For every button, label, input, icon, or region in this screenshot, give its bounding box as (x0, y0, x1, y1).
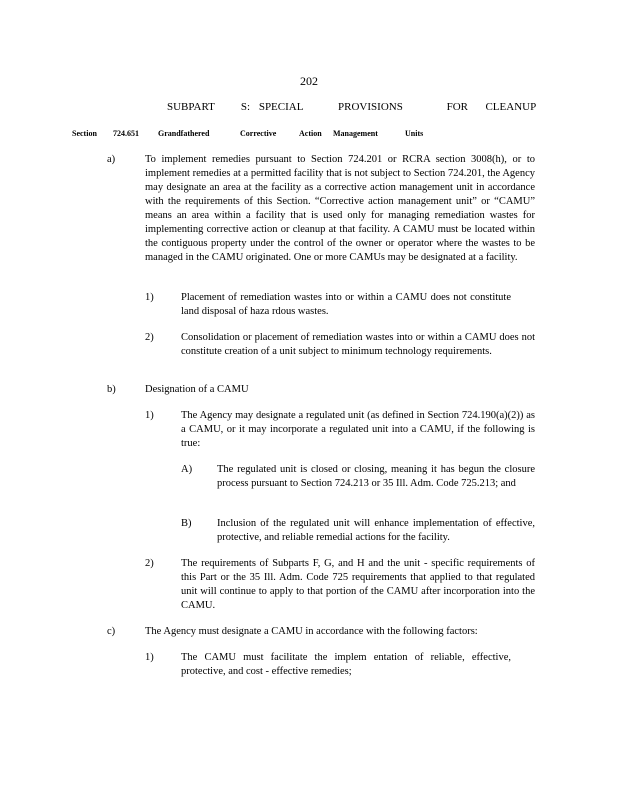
item-paragraph: Placement of remediation wastes into or within a CAMU does not constitute land disposal of haza rdous wastes. (181, 292, 511, 317)
section-title-word: Action (299, 129, 322, 138)
item-marker: 1) (145, 292, 154, 303)
subsection-marker: c) (107, 626, 116, 637)
section-title-word: Corrective (240, 129, 277, 138)
subitem-marker: A) (181, 464, 193, 475)
subitem-marker: B) (181, 518, 192, 529)
subitem-paragraph: Inclusion of the regulated unit will enhance implementation of effective, protective, and reliable remedial actions for the facility. (217, 518, 535, 543)
subsection-paragraph: The Agency must designate a CAMU in accordance with the following factors: (145, 626, 478, 637)
item-paragraph: Consolidation or placement of remediation wastes into or within a CAMU does not constitute creation of a unit subject to minimum technology requirements. (181, 332, 535, 357)
item-paragraph: The Agency may designate a regulated unit (as defined in Section 724.190(a)(2)) as a CAMU, or it may incorporate a regulated unit into a CAMU, if the following is true: (181, 410, 535, 449)
subsection-marker: a) (107, 154, 116, 165)
subsection-paragraph: To implement remedies pursuant to Section 724.201 or RCRA section 3008(h), or to implement remedies at a permitted facility that is not subject to Section 724.201, the Agency may designate an area at the facility as a corrective action management unit in accordance with the requirements of this Section. “Corrective action management unit” or “CAMU” means an area within a facility that is used only for managing remediation wastes for implementing corrective action or cleanup at that facility. A CAMU must be located within the contiguous property under the control of the owner or operator where the wastes to be managed in the CAMU originated. One or more CAMUs may be designated at a facility. (145, 154, 535, 263)
item-paragraph: The requirements of Subparts F, G, and H and the unit - specific requirements of this Part or the 35 Ill. Adm. Code 725 requirements that applied to that regulated unit will continue to apply to that portion of the CAMU after incorporation into the CAMU. (181, 558, 535, 611)
page-number: 202 (300, 74, 318, 88)
subsection-marker: b) (107, 384, 116, 395)
item-paragraph: The CAMU must facilitate the implem entation of reliable, effective, protective, and cost - effective remedies; (181, 652, 511, 677)
item-marker: 2) (145, 558, 154, 569)
subitem-paragraph: The regulated unit is closed or closing, meaning it has begun the closure process pursuant to Section 724.213 or 35 Ill. Adm. Code 725.213; and (217, 464, 535, 489)
section-label: Section (72, 129, 97, 138)
item-marker: 1) (145, 652, 154, 663)
subpart-title: SUBPART S: SPECIAL PROVISIONS FOR CLEANUP (167, 101, 537, 113)
section-title-word: Units (405, 129, 424, 138)
section-title-word: Grandfathered (158, 129, 210, 138)
section-title-word: Management (333, 129, 378, 138)
section-number: 724.651 (113, 129, 139, 138)
item-marker: 1) (145, 410, 154, 421)
item-marker: 2) (145, 332, 154, 343)
subsection-heading: Designation of a CAMU (145, 384, 249, 395)
